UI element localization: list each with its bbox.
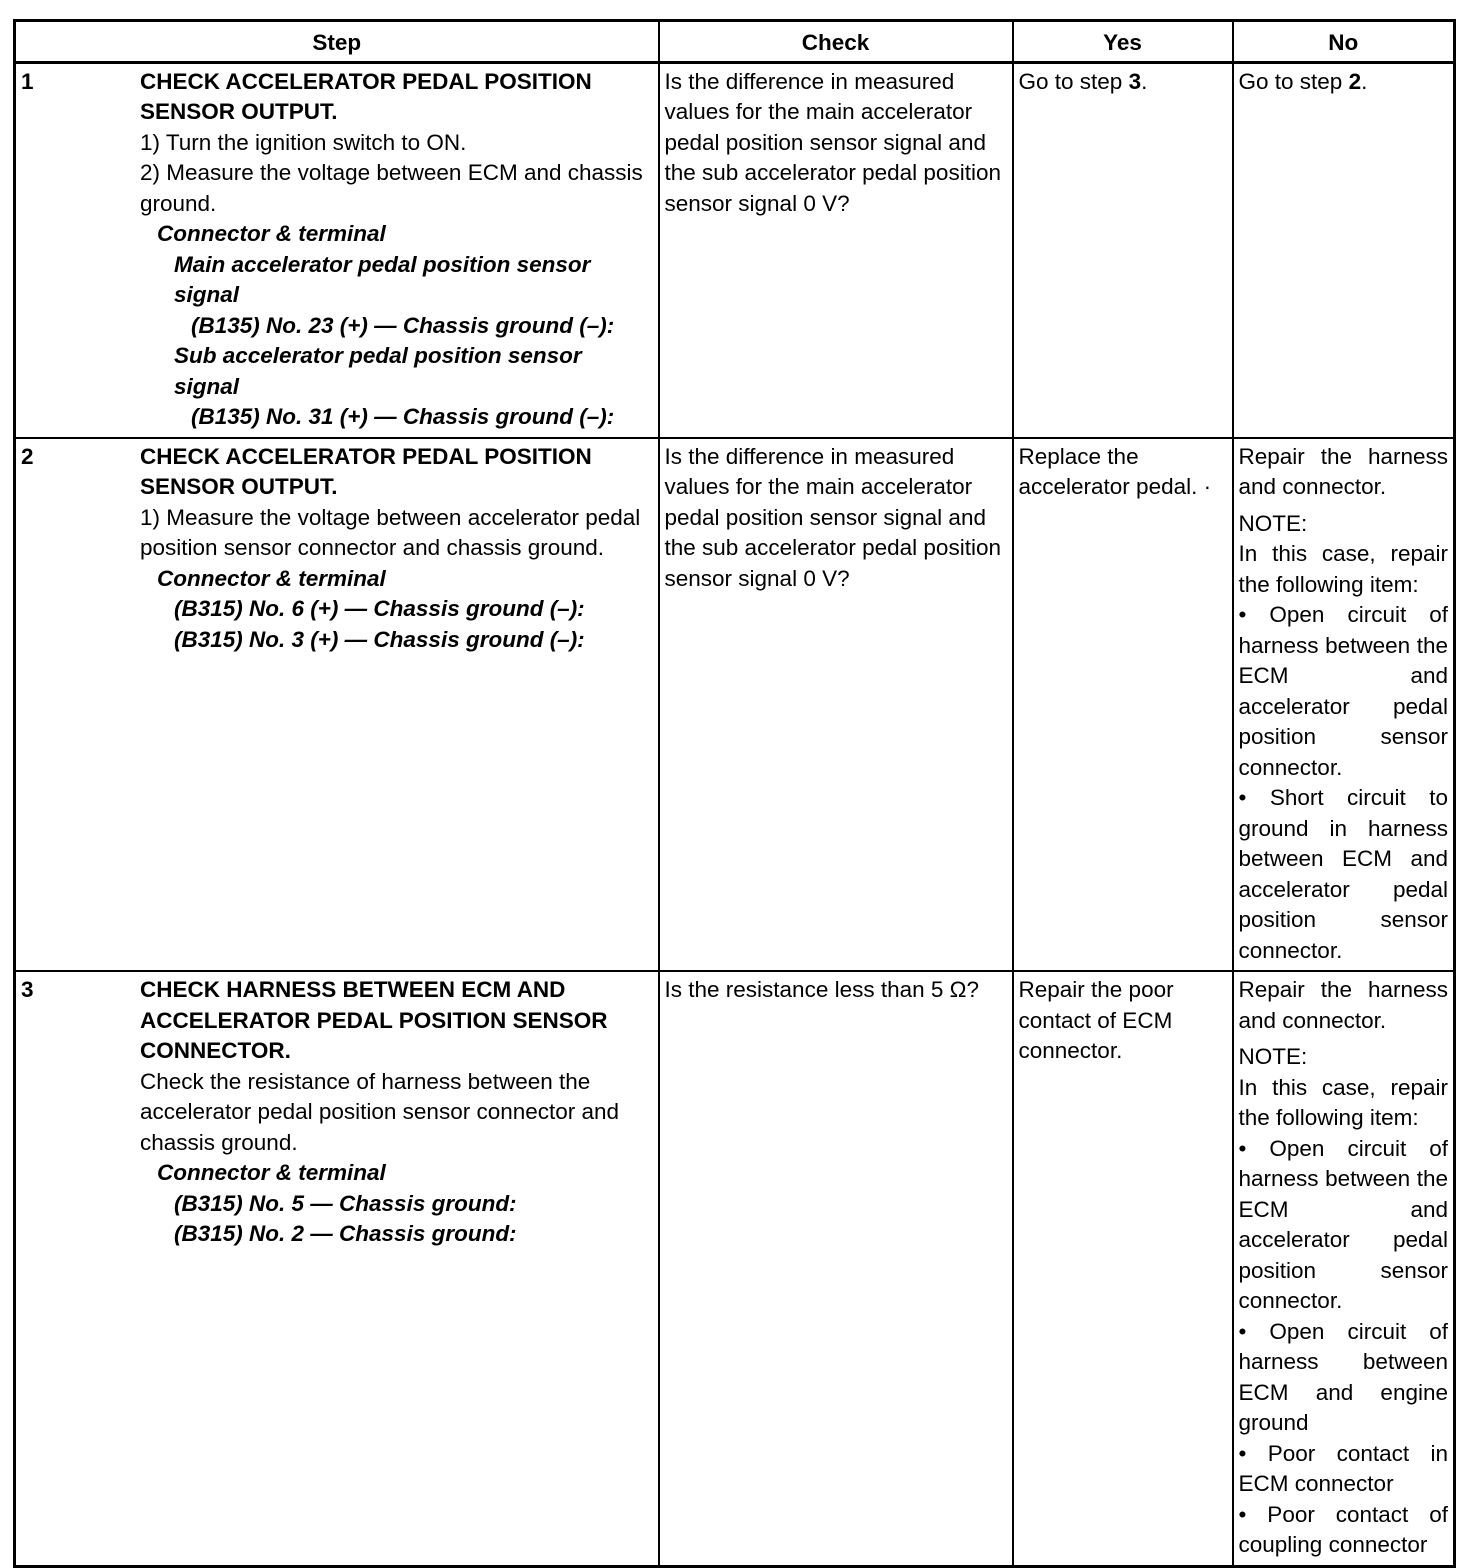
terminal-spec: (B135) No. 31 (+) — Chassis ground (–): bbox=[191, 404, 615, 429]
check-cell: Is the difference in measured values for the main accelerator pedal position sensor signal and the sub accelerator pedal position sensor signal 0 V? bbox=[659, 62, 1013, 438]
connector-label: Connector & terminal bbox=[157, 565, 386, 591]
terminal-spec: (B315) No. 2 — Chassis ground: bbox=[174, 1221, 517, 1246]
table-row bbox=[15, 438, 1455, 972]
header-check: Check bbox=[659, 21, 1013, 63]
no-action: Repair the harness and connector. bbox=[1238, 443, 1448, 499]
check-cell: Is the resistance less than 5 Ω? bbox=[659, 971, 1013, 1566]
yes-cell bbox=[1013, 62, 1233, 438]
connector-label: Connector & terminal bbox=[157, 1160, 386, 1185]
header-row bbox=[15, 21, 1455, 63]
note-item: • Open circuit of harness between the ECM and accelerator pedal position sensor connector. bbox=[1238, 1135, 1448, 1313]
header-no: No bbox=[1233, 21, 1455, 63]
step-instruction: 1) Turn the ignition switch to ON. bbox=[140, 129, 467, 155]
signal-label: Main accelerator pedal position sensor signal bbox=[174, 251, 591, 307]
note-item: • Open circuit of harness between the ECM and accelerator pedal position sensor connector. bbox=[1238, 602, 1448, 780]
note-label: NOTE: bbox=[1238, 1044, 1308, 1069]
no-text: Go to step bbox=[1238, 68, 1349, 94]
note-label: NOTE: bbox=[1238, 510, 1308, 536]
step-instruction: 1) Measure the voltage between accelerator pedal position sensor connector and chassis ground. bbox=[140, 504, 641, 560]
note-intro: In this case, repair the following item: bbox=[1238, 1074, 1448, 1130]
step-cell bbox=[15, 438, 659, 972]
yes-cell: Replace the accelerator pedal. · bbox=[1013, 438, 1233, 972]
terminal-spec: (B315) No. 6 (+) — Chassis ground (–): bbox=[174, 596, 585, 621]
step-title: CHECK HARNESS BETWEEN ECM AND ACCELERATOR PEDAL POSITION SENSOR CONNECTOR. bbox=[140, 977, 608, 1063]
note-item: • Short circuit to ground in harness between ECM and accelerator pedal position sensor connector. bbox=[1238, 785, 1448, 963]
step-cell bbox=[15, 62, 659, 438]
diagnostic-table bbox=[13, 19, 1456, 1568]
step-number: 3 bbox=[21, 977, 34, 1002]
no-cell bbox=[1233, 438, 1455, 972]
step-number: 2 bbox=[21, 443, 34, 469]
table-row bbox=[15, 62, 1455, 438]
step-instruction: 2) Measure the voltage between ECM and chassis ground. bbox=[140, 160, 643, 216]
no-cell bbox=[1233, 971, 1455, 1566]
terminal-spec: (B135) No. 23 (+) — Chassis ground (–): bbox=[191, 312, 615, 338]
yes-end: . bbox=[1141, 68, 1148, 94]
step-cell bbox=[15, 971, 659, 1566]
note-item: • Poor contact of coupling connector bbox=[1238, 1501, 1448, 1557]
no-step-ref: 2 bbox=[1348, 68, 1362, 94]
note-intro: In this case, repair the following item: bbox=[1238, 541, 1448, 597]
note-item: • Open circuit of harness between ECM and engine ground bbox=[1238, 1318, 1448, 1435]
yes-text: Go to step bbox=[1018, 68, 1129, 94]
check-cell: Is the difference in measured values for the main accelerator pedal position sensor signal and the sub accelerator pedal position sensor signal 0 V? bbox=[659, 438, 1013, 972]
yes-step-ref: 3 bbox=[1128, 68, 1142, 94]
note-item: • Poor contact in ECM connector bbox=[1238, 1440, 1448, 1496]
step-number: 1 bbox=[21, 68, 34, 94]
no-end: . bbox=[1361, 68, 1368, 94]
yes-cell: Repair the poor contact of ECM connector. bbox=[1013, 971, 1233, 1566]
table-row bbox=[15, 971, 1455, 1566]
terminal-spec: (B315) No. 3 (+) — Chassis ground (–): bbox=[174, 626, 585, 652]
connector-label: Connector & terminal bbox=[157, 221, 386, 246]
header-yes: Yes bbox=[1013, 21, 1233, 63]
signal-label: Sub accelerator pedal position sensor signal bbox=[174, 343, 582, 399]
step-title: CHECK ACCELERATOR PEDAL POSITION SENSOR OUTPUT. bbox=[140, 443, 592, 499]
terminal-spec: (B315) No. 5 — Chassis ground: bbox=[174, 1190, 517, 1216]
step-title: CHECK ACCELERATOR PEDAL POSITION SENSOR OUTPUT. bbox=[140, 68, 592, 124]
step-instruction: Check the resistance of harness between the accelerator pedal position sensor connector and chassis ground. bbox=[140, 1068, 620, 1155]
no-action: Repair the harness and connector. bbox=[1238, 977, 1448, 1033]
no-cell bbox=[1233, 62, 1455, 438]
header-step: Step bbox=[15, 21, 659, 63]
